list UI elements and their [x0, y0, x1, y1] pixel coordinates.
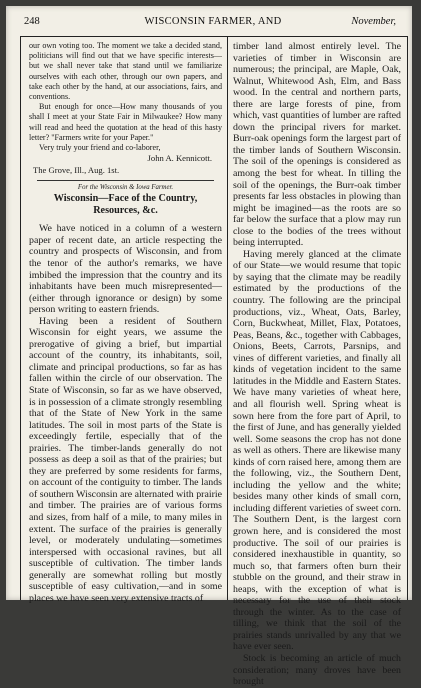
issue-month: November, — [351, 16, 396, 27]
article-paragraph: We have noticed in a column of a western paper of recent date, an article respecting the country and prospects of Wisconsin, and from the tenor of the author's remarks, we have imbibed the impression that the country and its inhabitants have been much misrepresented—(either through ignorance or design) by some person writing to eastern friends. — [29, 223, 222, 316]
article-paragraph: Stock is becoming an article of much consideration; many droves have been brought — [233, 652, 401, 688]
newspaper-page — [6, 6, 412, 688]
article-paragraph: timber land almost entirely level. The varieties of timber in Wisconsin are numerous; the principal, are Maple, Oak, Walnut, Whitewood Ash, Elm, and Bass wood. In the central and northern parts, there are large forests of pine, from which, vast quantities of lumber are rafted down the principal rivers for market. Burr-oak openings form the largest part of the timber lands of Southern Wisconsin. The soil of the openings is considered as among the best for wheat. In tilling the soil of the openings, the Burr-oak timber presents far less obstacles in plowing than might be imagined—as the roots are so far below the surface that a plow may run close to the bodies of the trees without being interrupted. — [233, 41, 401, 249]
article-headline: Wisconsin—Face of the Country, Resources, &c. — [53, 193, 198, 217]
column-divider — [227, 36, 228, 600]
article-source: For the Wisconsin & Iowa Farmer. — [77, 184, 174, 192]
letter-signature: John A. Kennicott. — [147, 153, 212, 164]
letter-place-date: The Grove, Ill., Aug. 1st. — [33, 164, 120, 175]
letter-closing: Very truly your friend and co-laborer, — [39, 143, 161, 153]
article-paragraph: Having been a resident of Southern Wisconsin for eight years, we assume the prerogative of giving a brief, but impartial account of the country, its inhabitants, soil, climate and principal productions, so far as has fallen within the circle of our observation. The State of Wisconsin, so far as we have observed, is in possession of a climate strongly resembling that of the State of New York in the same latitudes. The soil in most parts of the State is exceedingly fertile, especially that of the prairies. The timber-lands generally do not possess as deep a soil as that of the prairies; but they are preferred by some residents for farms, on account of the contiguity to timber. The lands of southern Wisconsin are alternated with prairie and timber. The prairies are of various forms and sizes, from half of a mile, to many miles in extent. The surface of the prairies is generally level, or moderately undulating—sometimes interspersed with occasional ravines, but all susceptible of cultivation. The timber lands generally are somewhat rolling but mostly susceptible of easy cultivation,—and in some places we have seen very extensive tracts of — [29, 315, 222, 604]
page-header — [24, 16, 402, 30]
right-column — [233, 41, 401, 688]
publication-title: WISCONSIN FARMER, AND — [144, 16, 282, 27]
letter-paragraph: our own voting too. The moment we take a decided stand, politicians will find out that we have specific interests—but we shall never take that stand until we familiarize ourselves with each other, through our own papers, and take each other by the hand, at our associations, fairs, and conventions. — [29, 41, 222, 102]
article-paragraph: Having merely glanced at the climate of our State—we would resume that topic by saying that the climate may be readily estimated by the productions of the country. The following are the principal productions, viz., Wheat, Oats, Barley, Corn, Buckwheat, Millet, Flax, Potatoes, Peas, Beans, &c., together with Cabbages, Onions, Beets, Carrots, Parsnips, and vines of different varieties, and finally all kinds of vegetation incident to the same latitudes in the Middle and Eastern States. We have many varieties of wheat here, and all flourish well. Spring wheat is sown here from the fore part of April, to the first of June, and has generally yielded well. Some seasons the crop has not done as well as others. There are likewise many kinds of corn raised here, among them are the following, viz., the Southern Dent, including the yellow and the white; besides many other kinds of small corn, including different varieties of sweet corn. The Southern Dent, is the largest corn grown here, and is considered the most productive. The soil of our prairies is considered inexhaustible in quantity, so much so, that farmers often burn their stubble on the ground, and their straw in heaps, with the exception of what is necessary for the use of their stock through the winter. As to the case of tilling, we think that the soil of the prairies stands unrivalled by any that we have ever seen. — [233, 248, 401, 653]
left-column — [29, 41, 222, 604]
letter-paragraph: But enough for once—How many thousands of you shall I meet at your State Fair in Milwaukee? How many will read and heed the quotation at the head of this hasty letter? "Farmers write for your Paper." — [29, 102, 222, 142]
page-number: 248 — [24, 16, 40, 27]
section-rule — [37, 180, 215, 181]
